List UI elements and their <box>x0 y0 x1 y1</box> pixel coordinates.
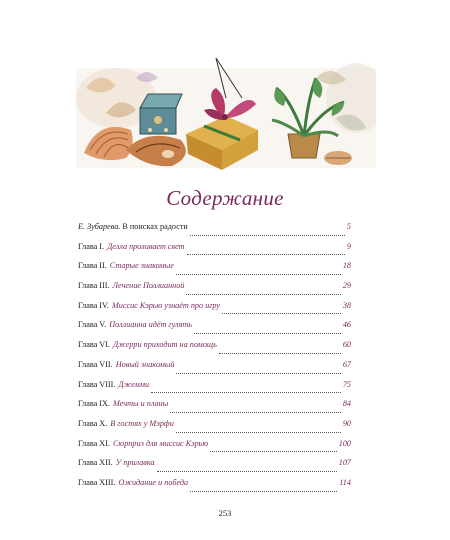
toc-chapter-number: Глава XI. <box>78 438 110 448</box>
toc-chapter-number: Глава VII. <box>78 359 113 369</box>
toc-chapter-number: Глава IV. <box>78 300 109 310</box>
toc-title: Джерри приходит на помощь <box>112 340 217 350</box>
toc-chapter-number: Глава II. <box>78 261 107 271</box>
still-life-illustration <box>76 58 376 176</box>
toc-title: Сюрприз для миссис Кэрью <box>112 438 209 448</box>
toc-entry[interactable] <box>78 301 351 321</box>
toc-chapter-number: Глава V. <box>78 320 107 330</box>
toc-entry[interactable] <box>78 281 351 301</box>
toc-title: Старые знакомые <box>109 261 174 271</box>
toc-leader-dots <box>194 333 341 334</box>
toc-title: Миссис Кэрью узнаёт про игру <box>111 300 221 310</box>
toc-entry[interactable] <box>78 380 351 400</box>
toc-author: Е. Зубарева. <box>78 222 121 231</box>
toc-page-number: 114 <box>339 477 351 487</box>
toc-leader-dots <box>170 412 341 413</box>
toc-leader-dots <box>190 235 345 236</box>
toc-page-number: 75 <box>342 379 351 389</box>
toc-page-number: 38 <box>342 300 351 310</box>
toc-chapter-number: Глава I. <box>78 241 105 251</box>
toc-chapter-number: Глава VIII. <box>78 379 116 389</box>
toc-leader-dots <box>176 274 341 275</box>
toc-leader-dots <box>157 471 337 472</box>
toc-page-number: 46 <box>342 320 351 330</box>
toc-page-number: 9 <box>346 241 351 251</box>
page-title: Содержание <box>166 186 284 210</box>
toc-chapter-number: Глава XIII. <box>78 477 116 487</box>
toc-chapter-number: Глава VI. <box>78 340 110 350</box>
toc-page-number: 5 <box>346 222 351 231</box>
toc-leader-dots <box>222 313 341 314</box>
toc-entry[interactable] <box>78 439 351 459</box>
page-number: 253 <box>218 508 232 518</box>
toc-entry[interactable] <box>78 458 351 478</box>
toc-leader-dots <box>176 432 341 433</box>
toc-chapter-number: Глава X. <box>78 418 108 428</box>
toc-chapter-number: Глава IX. <box>78 399 110 409</box>
toc-leader-dots <box>219 353 341 354</box>
toc-title: В поисках радости <box>122 222 188 231</box>
toc-chapter-number: Глава III. <box>78 281 110 291</box>
toc-entry[interactable] <box>78 242 351 262</box>
cowrie-shell-icon <box>324 151 352 165</box>
toc-title: Мечты и планы <box>112 399 169 409</box>
toc-title: Поллианна идёт гулять <box>109 320 193 330</box>
toc-leader-dots <box>210 451 337 452</box>
toc-entry[interactable] <box>78 478 351 498</box>
toc-leader-dots <box>187 254 345 255</box>
toc-title: Джемми <box>118 379 150 389</box>
toc-page-number: 90 <box>342 418 351 428</box>
toc-entry[interactable] <box>78 261 351 281</box>
jewelry-box-icon <box>140 94 182 134</box>
toc-entry[interactable] <box>78 399 351 419</box>
toc-title: В гостях у Мэрфи <box>110 418 174 428</box>
toc-entry[interactable] <box>78 360 351 380</box>
toc-title: У прилавка <box>115 458 155 468</box>
toc-leader-dots <box>190 491 337 492</box>
toc-title: Ожидание и победа <box>118 477 189 487</box>
toc-title: Делла проливает свет <box>107 241 185 251</box>
toc-page-number: 18 <box>342 261 351 271</box>
toc-page-number: 60 <box>342 340 351 350</box>
toc-entry[interactable] <box>78 340 351 360</box>
toc-leader-dots <box>176 373 340 374</box>
toc-title: Новый знакомый <box>115 359 175 369</box>
toc-leader-dots <box>151 392 341 393</box>
toc-title: Лечение Поллианной <box>112 281 185 291</box>
toc-page-number: 107 <box>338 458 351 468</box>
toc-entry[interactable] <box>78 419 351 439</box>
header-illustration <box>76 58 376 176</box>
toc-entry[interactable] <box>78 320 351 340</box>
toc-chapter-number: Глава XII. <box>78 458 113 468</box>
toc-page-number: 67 <box>342 359 351 369</box>
toc-entry[interactable] <box>78 222 351 242</box>
toc-leader-dots <box>186 294 340 295</box>
toc-page-number: 29 <box>342 281 351 291</box>
toc-page-number: 100 <box>338 438 351 448</box>
table-of-contents <box>78 222 351 498</box>
toc-page-number: 84 <box>342 399 351 409</box>
